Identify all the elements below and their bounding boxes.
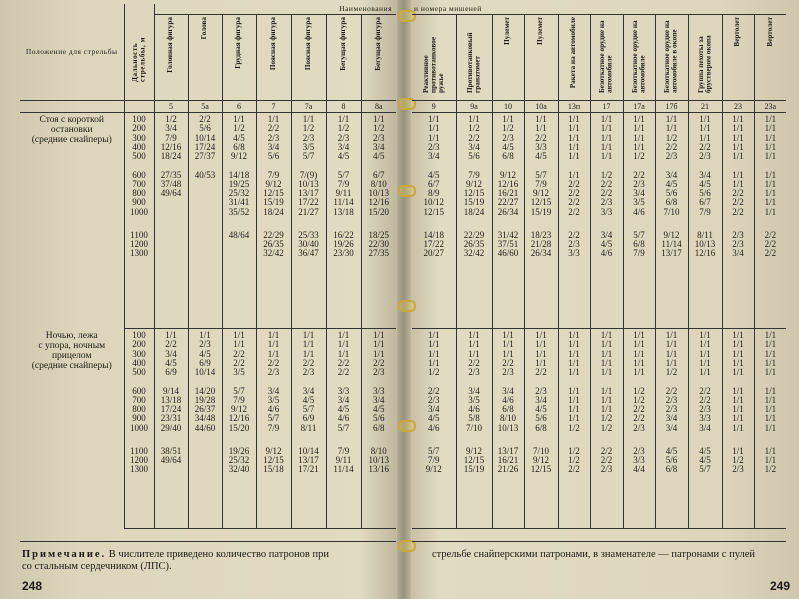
ammo-count-cell: 1/1 1/1 1/1 2/2 2/3 (361, 329, 396, 385)
ammo-count-cell: 1/2 1/2 2/2 (558, 445, 590, 489)
ammo-count-cell: 7/9 9/12 12/15 15/19 18/24 (256, 169, 291, 229)
ammo-count-cell: 5/7 7/9 9/12 12/16 15/20 (222, 385, 256, 445)
ammo-count-cell: 2/2 2/3 3/4 3/5 4/6 (623, 169, 655, 229)
ammo-count-cell: 1/1 1/2 2/3 3/4 4/5 (361, 113, 396, 169)
ammo-count-cell: 3/4 3/5 4/6 5/7 7/9 (256, 385, 291, 445)
column-number: 10а (524, 101, 558, 113)
section-end-row (412, 273, 786, 329)
ammo-count-cell: 1/1 2/2 2/3 3/4 5/6 (256, 113, 291, 169)
column-number: 8 (326, 101, 361, 113)
column-number: 10 (492, 101, 524, 113)
column-number: 7а (291, 101, 326, 113)
ammo-count-cell: 2/2 5/6 10/14 17/24 27/37 (188, 113, 222, 169)
distance-cell: 1100 1200 1300 (124, 229, 154, 273)
ammo-count-cell: 27/35 37/48 49/64 (154, 169, 188, 229)
column-number: 23а (754, 101, 786, 113)
column-number: 21 (688, 101, 722, 113)
column-header: Вертолет (722, 15, 754, 101)
ammo-count-cell: 1/1 1/2 4/5 6/8 9/12 (222, 113, 256, 169)
ammo-count-cell: 22/29 26/35 32/42 (456, 229, 492, 273)
column-number: 9 (412, 101, 456, 113)
distance-cell: 1100 1200 1300 (124, 445, 154, 489)
table-row (412, 329, 786, 385)
ammo-count-cell: 8/10 10/13 13/16 (361, 445, 396, 489)
position-header: Положение для стрельбы (20, 4, 124, 101)
table-row (412, 169, 786, 229)
ammo-count-cell: 19/26 25/32 32/40 (222, 445, 256, 489)
ammo-count-cell: 1/2 1/2 2/2 2/2 2/3 (623, 385, 655, 445)
ammo-count-cell: 1/1 1/1 1/1 1/1 1/1 (590, 329, 623, 385)
ammo-count-cell: 1/1 1/1 1/1 1/1 1/1 (590, 113, 623, 169)
ammo-count-cell: 1/1 2/2 2/2 2/2 2/2 (558, 169, 590, 229)
ammo-count-cell: 14/20 19/28 26/37 34/48 44/60 (188, 385, 222, 445)
column-header: Поясная фигура (256, 15, 291, 101)
column-header: Голова (188, 15, 222, 101)
distance-cell: 100 200 300 400 500 (124, 113, 154, 169)
ammo-count-cell: 1/1 1/2 2/3 (722, 445, 754, 489)
ammo-count-cell: 1/1 1/1 1/1 1/1 1/1 (558, 113, 590, 169)
ammo-count-cell: 2/2 2/2 2/2 (754, 229, 786, 273)
ammo-count-cell: 1/1 2/2 3/4 4/5 6/9 (154, 329, 188, 385)
column-number: 23 (722, 101, 754, 113)
section-end-row (412, 489, 786, 529)
column-number: 8а (361, 101, 396, 113)
ammo-count-cell: 40/53 (188, 169, 222, 229)
column-header: Безоткатное орудие на автомобиле (623, 15, 655, 101)
ammo-count-cell: 1/1 1/1 1/2 2/2 2/3 (655, 113, 688, 169)
ammo-count-cell: 1/1 1/1 1/1 1/1 1/1 (754, 113, 786, 169)
column-header: Безоткатное орудие на автомобиле (590, 15, 623, 101)
column-number: 6 (222, 101, 256, 113)
column-number: 5а (188, 101, 222, 113)
column-header: Группа пехоты за бруствером окопа (688, 15, 722, 101)
ammo-count-cell: 1/2 3/4 7/9 12/16 18/24 (154, 113, 188, 169)
ammo-count-cell: 3/4 4/5 4/6 (590, 229, 623, 273)
table-title-part: Наименования (154, 4, 396, 15)
ammo-count-cell: 9/14 13/18 17/24 23/31 29/40 (154, 385, 188, 445)
ammo-count-cell: 5/7 7/9 9/12 12/15 15/19 (524, 169, 558, 229)
column-header: Бегущая фигура (361, 15, 396, 101)
ammo-count-cell: 3/4 4/6 6/8 8/10 10/13 (492, 385, 524, 445)
column-header: Поясная фигура (291, 15, 326, 101)
ammo-count-cell: 1/1 1/1 1/1 1/1 1/1 (754, 385, 786, 445)
ammo-count-cell: 14/18 17/22 20/27 (423, 229, 444, 259)
ammo-count-cell: 25/33 30/40 36/47 (291, 229, 326, 273)
ammo-count-cell: 9/12 11/14 13/17 (655, 229, 688, 273)
firing-position: Стоя с короткой остановки (средние снайперы) (31, 115, 112, 145)
ammo-count-cell: 1/1 1/1 1/1 1/1 1/2 (427, 330, 440, 378)
ammo-count-cell: 13/17 16/21 21/26 (492, 445, 524, 489)
ammo-count-cell: 1/1 1/1 1/1 2/2 2/3 (492, 329, 524, 385)
column-header: Вертолет (754, 15, 786, 101)
ammo-count-cell: 8/11 10/13 12/16 (688, 229, 722, 273)
ammo-count-cell: 1/1 1/2 2/2 3/4 5/6 (456, 113, 492, 169)
ammo-count-cell: 1/1 1/1 1/1 1/1 1/1 (688, 329, 722, 385)
ammo-count-cell: 1/1 1/2 2/3 4/5 6/8 (492, 113, 524, 169)
column-number: 17 (590, 101, 623, 113)
ammo-count-cell: 2/3 3/4 4/5 5/6 6/8 (524, 385, 558, 445)
ammo-count-cell (188, 445, 222, 489)
footnote-text-1: В числителе приведено количество патронов при (106, 549, 329, 560)
ammo-count-cell: 16/22 19/26 23/30 (326, 229, 361, 273)
ammo-count-cell: 1/1 1/1 1/1 1/1 2/2 (524, 329, 558, 385)
ammo-count-cell: 3/4 4/5 5/6 6/7 7/9 (688, 169, 722, 229)
column-header: Противотанковый гранатомет (456, 15, 492, 101)
ammo-count-cell: 48/64 (222, 229, 256, 273)
ammo-count-cell: 1/1 1/1 1/1 2/3 3/4 (427, 114, 440, 162)
column-number: 17а (623, 101, 655, 113)
ammo-count-cell: 1/1 2/3 4/5 6/9 10/14 (188, 329, 222, 385)
distance-cell: 600 700 800 900 1000 (124, 385, 154, 445)
ammo-count-cell: 2/2 2/2 2/3 3/3 3/4 (688, 385, 722, 445)
page-number-right: 249 (770, 579, 791, 593)
ammo-count-cell: 9/12 12/15 15/18 (256, 445, 291, 489)
column-header: Бегущая фигура (326, 15, 361, 101)
column-number: 5 (154, 101, 188, 113)
ammo-count-cell: 1/1 1/1 1/1 1/1 1/1 (558, 329, 590, 385)
ammo-table-left (20, 4, 396, 529)
ammo-count-cell: 1/1 1/1 1/1 2/2 2/2 (326, 329, 361, 385)
ammo-count-cell: 7/(9) 10/13 13/17 17/22 21/27 (291, 169, 326, 229)
column-header: Ракета на автомобиле (558, 15, 590, 101)
column-number: 7 (256, 101, 291, 113)
ammo-count-cell: 2/2 2/3 3/4 4/5 4/6 (427, 385, 440, 433)
ammo-count-cell: 38/51 49/64 (154, 445, 188, 489)
ammo-count-cell: 1/1 1/1 2/2 2/2 2/2 (722, 169, 754, 229)
ammo-count-cell: 1/1 1/1 1/1 1/1 1/2 (623, 113, 655, 169)
ammo-count-cell: 4/5 4/5 5/7 (688, 445, 722, 489)
table-title-part: и номера мишеней (412, 4, 786, 15)
ammo-count-cell: 3/4 3/5 4/6 5/8 7/10 (456, 385, 492, 445)
ammo-count-cell: 9/12 12/15 15/19 (456, 445, 492, 489)
ammo-count-cell: 3/4 4/5 5/7 6/9 8/11 (291, 385, 326, 445)
distance-header: Дальность стрельбы, м (124, 4, 154, 101)
ammo-count-cell: 6/7 8/10 10/13 12/16 15/20 (361, 169, 396, 229)
ammo-count-cell: 7/10 9/12 12/15 (524, 445, 558, 489)
footnote-left (22, 549, 394, 573)
ammo-count-cell: 7/9 9/12 12/15 15/19 18/24 (456, 169, 492, 229)
ammo-count-cell: 3/3 3/4 4/5 5/6 6/8 (361, 385, 396, 445)
ammo-table-right (412, 4, 786, 529)
ammo-count-cell: 1/2 2/2 2/2 2/3 3/3 (590, 169, 623, 229)
column-number: 13п (558, 101, 590, 113)
ammo-count-cell: 1/1 1/1 1/1 1/1 1/1 (754, 169, 786, 229)
ammo-count-cell: 18/25 22/30 27/35 (361, 229, 396, 273)
ammo-count-cell: 1/1 1/1 1/1 1/1 1/2 (558, 385, 590, 445)
ammo-count-cell: 14/18 19/25 25/32 31/41 35/52 (222, 169, 256, 229)
distance-cell: 600 700 800 900 1000 (124, 169, 154, 229)
ammo-count-cell: 1/1 1/1 1/1 2/2 2/3 (688, 113, 722, 169)
ammo-count-cell: 2/3 2/3 3/4 (722, 229, 754, 273)
firing-position: Ночью, лежа с упора, ночным прицелом (средние снайперы) (31, 330, 112, 371)
footnote-right: стрельбе снайперскими патронами, в знаменателе — патронами с пулей (432, 549, 756, 560)
table-row (20, 113, 396, 169)
ammo-count-cell: 1/1 1/1 1/1 1/1 1/1 (623, 329, 655, 385)
ammo-count-cell: 5/7 6/8 7/9 (623, 229, 655, 273)
ammo-count-cell (154, 229, 188, 273)
ammo-count-cell: 1/1 1/1 1/1 1/1 1/1 (722, 113, 754, 169)
column-header: Реактивное противотанковое ружье (412, 15, 456, 101)
column-number: 9а (456, 101, 492, 113)
table-row (412, 445, 786, 489)
column-header: Пулемет (492, 15, 524, 101)
ammo-count-cell: 4/5 6/7 8/9 10/12 12/15 (423, 169, 444, 217)
ammo-count-cell: 3/3 3/4 4/5 4/6 5/7 (326, 385, 361, 445)
ammo-count-cell: 7/9 9/11 11/14 (326, 445, 361, 489)
table-bottom-rule (412, 541, 786, 542)
table-row (20, 329, 396, 385)
ammo-count-cell: 1/1 1/1 1/1 1/1 1/1 (722, 329, 754, 385)
distance-cell: 100 200 300 400 500 (124, 329, 154, 385)
ammo-count-cell: 1/1 1/1 2/2 2/2 3/5 (222, 329, 256, 385)
ammo-count-cell: 2/2 2/3 3/3 (558, 229, 590, 273)
ammo-count-cell: 1/1 1/2 2/3 3/5 5/7 (291, 113, 326, 169)
ammo-count-cell: 9/12 12/16 16/21 22/27 26/34 (492, 169, 524, 229)
table-row (412, 113, 786, 169)
column-header: Головная фигура (154, 15, 188, 101)
ammo-count-cell: 3/4 4/5 5/6 6/8 7/10 (655, 169, 688, 229)
table-row (412, 229, 786, 273)
ammo-count-cell: 18/23 21/28 26/34 (524, 229, 558, 273)
footnote-text-2: со стальным сердечником (ЛПС). (22, 561, 172, 572)
ammo-count-cell: 1/1 1/1 1/1 1/1 1/2 (655, 329, 688, 385)
ammo-count-cell: 1/1 1/2 2/3 3/4 4/5 (326, 113, 361, 169)
ammo-count-cell: 2/3 3/3 4/4 (623, 445, 655, 489)
ammo-count-cell: 2/2 2/3 2/3 3/4 3/4 (655, 385, 688, 445)
table-row (412, 385, 786, 445)
footnote-lead: Примечание. (22, 549, 107, 560)
ammo-count-cell: 1/1 1/1 1/1 2/2 2/3 (256, 329, 291, 385)
ammo-count-cell: 5/7 7/9 9/11 11/14 13/18 (326, 169, 361, 229)
ammo-count-cell: 2/2 2/2 2/3 (590, 445, 623, 489)
column-header: Безоткатное орудие на автомобиле в окопе (655, 15, 688, 101)
ammo-count-cell: 1/1 1/1 2/2 3/3 4/5 (524, 113, 558, 169)
ammo-count-cell: 1/1 1/1 1/1 2/2 2/3 (456, 329, 492, 385)
page-number-left: 248 (22, 579, 43, 593)
ammo-count-cell: 1/1 1/1 1/1 1/2 1/2 (590, 385, 623, 445)
column-number: 17б (655, 101, 688, 113)
ammo-count-cell: 31/42 37/51 46/60 (492, 229, 524, 273)
ammo-count-cell: 10/14 13/17 17/21 (291, 445, 326, 489)
ammo-count-cell: 1/1 1/1 1/1 1/1 1/1 (722, 385, 754, 445)
ammo-count-cell: 5/7 7/9 9/12 (425, 445, 442, 475)
ammo-count-cell (188, 229, 222, 273)
table-bottom-rule (20, 541, 396, 542)
ammo-count-cell: 1/1 1/1 1/2 (754, 445, 786, 489)
ammo-count-cell: 22/29 26/35 32/42 (256, 229, 291, 273)
ammo-count-cell: 1/1 1/1 1/1 2/2 2/3 (291, 329, 326, 385)
ammo-count-cell: 1/1 1/1 1/1 1/1 1/1 (754, 329, 786, 385)
ammo-count-cell: 4/5 5/6 6/8 (655, 445, 688, 489)
column-header: Пулемет (524, 15, 558, 101)
column-header: Грудная фигура (222, 15, 256, 101)
